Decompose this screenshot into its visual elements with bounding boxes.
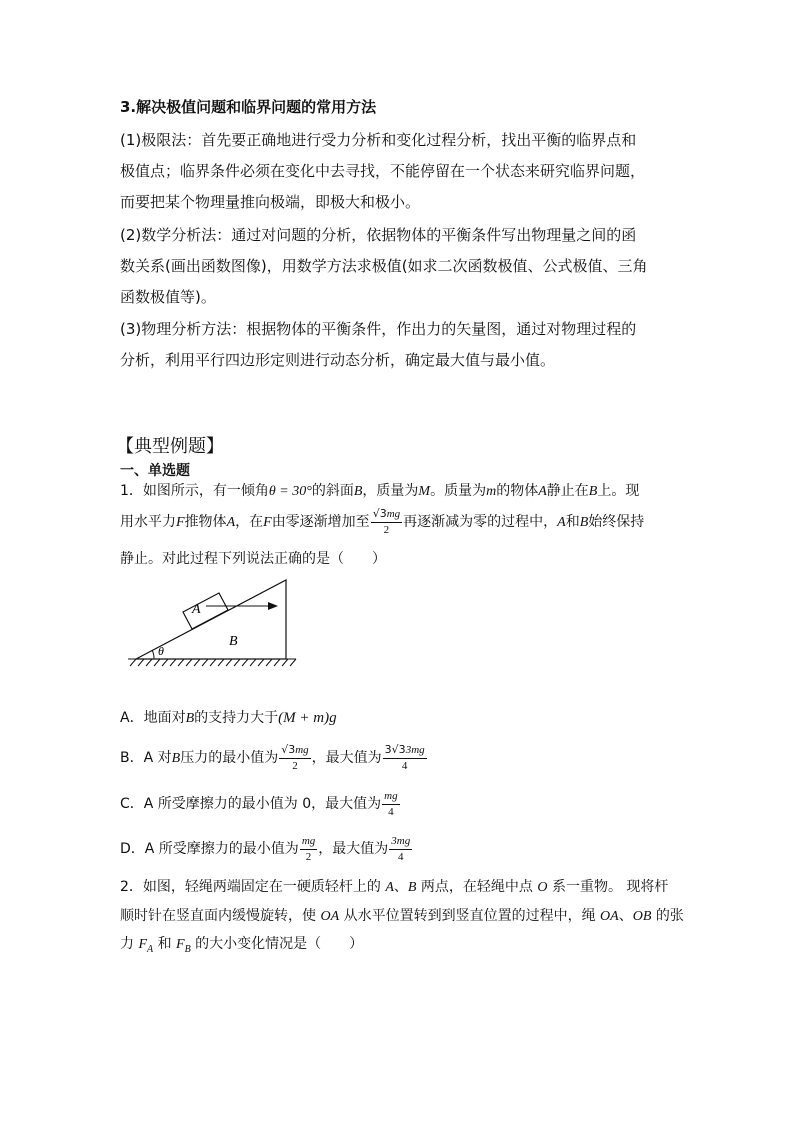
label-b: B: [229, 634, 238, 649]
q1-fraction: $\frac{√3mg}{2}$: [372, 507, 401, 536]
q2-line-3: 力 $F_A$ 和 $F_B$ 的大小变化情况是（ ）: [120, 936, 364, 955]
method-limit-line-2: 极值点；临界条件必须在变化中去寻找，不能停留在一个状态来研究临界问题，: [120, 162, 646, 180]
method-limit-line-1: (1)极限法：首先要正确地进行受力分析和变化过程分析，找出平衡的临界点和: [120, 131, 637, 149]
method-physics-line-1: (3)物理分析方法：根据物体的平衡条件，作出力的矢量图，通过对物理过程的: [120, 320, 637, 338]
q2-line-2: 顺时针在竖直面内缓慢旋转，使 OA 从水平位置转到到竖直位置的过程中，绳 OA、OB 的张: [120, 908, 684, 924]
ground-hatching: [128, 659, 296, 666]
label-theta: θ: [158, 644, 164, 658]
method-math-line-3: 函数极值等)。: [120, 288, 216, 306]
q1-option-a[interactable]: A．地面对B的支持力大于(M + m)g: [120, 710, 337, 726]
q1-option-c[interactable]: C．A 所受摩擦力的最小值为 0，最大值为 $\frac{mg}{4}$: [120, 790, 398, 818]
method-math-line-1: (2)数学分析法：通过对问题的分析，依据物体的平衡条件写出物理量之间的函: [120, 226, 637, 244]
section-title: 3.解决极值问题和临界问题的常用方法: [120, 98, 377, 116]
method-limit-line-3: 而要把某个物理量推向极端，即极大和极小。: [120, 193, 421, 211]
q1-line-1: 1．如图所示，有一倾角θ = 30°的斜面B，质量为M。质量为m的物体A静止在B上。现: [120, 483, 640, 499]
q2-line-1: 2．如图，轻绳两端固定在一硬质轻杆上的 A、B 两点，在轻绳中点 O 系一重物。 现将杆: [120, 879, 669, 895]
single-choice-heading: 一、单选题: [120, 463, 190, 479]
method-math-line-2: 数关系(画出函数图像)，用数学方法求极值(如求二次函数极值、公式极值、三角: [120, 257, 648, 275]
examples-heading: 【典型例题】: [116, 436, 224, 457]
q1-line-3: 静止。对此过程下列说法正确的是（ ）: [120, 551, 386, 567]
block-a: [183, 593, 228, 629]
incline-figure: [120, 578, 310, 668]
q1-option-d[interactable]: D．A 所受摩擦力的最小值为 $\frac{mg}{2}$ ，最大值为 $\frac{3mg}{4}$: [120, 835, 411, 863]
angle-arc: [152, 650, 154, 659]
label-a: A: [192, 602, 201, 617]
method-physics-line-2: 分析，利用平行四边形定则进行动态分析，确定最大值与最小值。: [120, 351, 556, 369]
q1-line-2: 用水平力F推物体A，在F由零逐渐增加至 $\frac{√3mg}{2}$ 再逐渐减为零的过程中，A和B始终保持: [120, 507, 645, 536]
q1-option-b[interactable]: B．A 对B压力的最小值为 $\frac{√3mg}{2}$ ，最大值为 $\frac{3√33mg}{4}$: [120, 743, 425, 772]
arrow-head-icon: [268, 602, 278, 610]
